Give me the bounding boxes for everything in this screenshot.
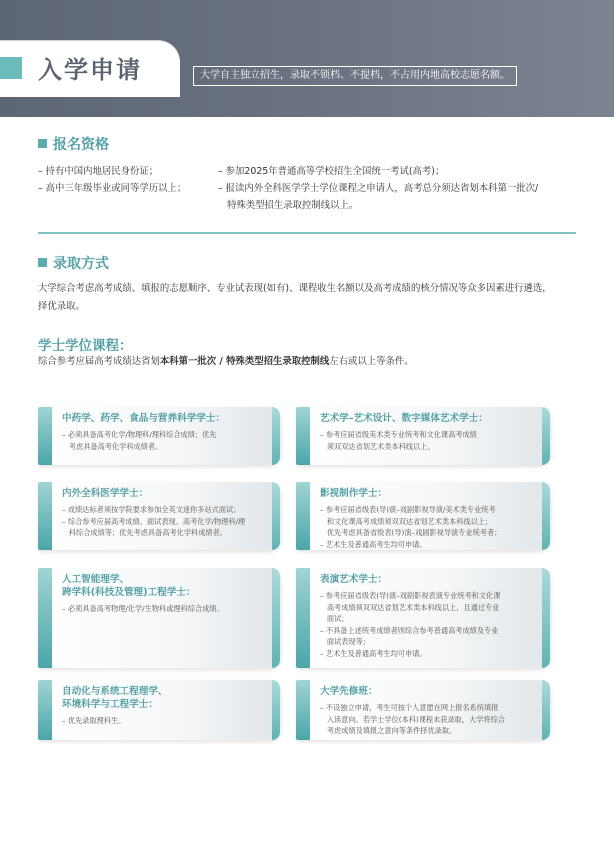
card-body-line: – 参考应届省级美术类专业统考和文化课高考成绩 <box>320 430 477 439</box>
program-card <box>296 568 550 668</box>
square-bullet-icon <box>38 258 47 267</box>
card-title <box>320 412 488 425</box>
card-body-line: 高考成绩须双双达省划艺术类本科线以上，且通过专业 <box>320 602 500 612</box>
card-end-cap <box>542 482 550 550</box>
bachelor-heading: 学士学位课程： <box>38 338 133 354</box>
card-body-line: 优先考虑具备省级表(导)演–戏剧影视导演专业统考者； <box>320 528 502 537</box>
eligibility-item: – 高中三年级毕业或同等学历以上； <box>38 183 187 194</box>
card-body <box>62 603 224 615</box>
card-body-line: – 参考应届省级表(导)演–戏剧影视表演专业统考和文化课 <box>320 591 501 600</box>
card-end-cap <box>542 407 550 465</box>
card-title <box>62 685 168 711</box>
header-tagline: 大学自主独立招生，录取不锁档、不提档，不占用内地高校志愿名额。 <box>193 66 517 86</box>
page-header <box>0 0 614 117</box>
card-body-line: 须双双达省划艺术类本科线以上。 <box>320 441 435 451</box>
title-accent-block <box>0 57 22 79</box>
card-body-line: 考虑成绩及填报之意向等条件择优录取。 <box>320 726 457 735</box>
card-accent-bar <box>38 568 52 668</box>
program-card <box>296 407 550 465</box>
eligibility-item: – 报读内外全科医学学士学位课程之申请人，高考总分须达省划本科第一批次/ <box>218 183 539 194</box>
card-body-line: 考虑具备高考化学科成绩者。 <box>62 441 163 451</box>
card-body-line: 和文化课高考成绩须双双达省划艺术类本科线以上； <box>320 516 493 526</box>
admission-title: 录取方式 <box>53 256 109 272</box>
card-accent-bar <box>38 482 52 550</box>
card-end-cap <box>272 568 280 668</box>
admission-heading <box>38 253 109 273</box>
card-title <box>320 573 387 586</box>
bachelor-desc-post: 左右或以上等条件。 <box>329 356 414 367</box>
section-divider <box>38 232 576 234</box>
card-body-line: 面试表现等； <box>320 637 370 646</box>
card-title <box>62 487 148 500</box>
eligibility-item: – 参加2025年普通高等学校招生全国统一考试(高考)； <box>218 166 445 177</box>
card-accent-bar <box>38 407 52 465</box>
bachelor-description <box>38 353 414 370</box>
card-end-cap <box>272 407 280 465</box>
card-title-line: 中药学、药学、食品与营养科学学士： <box>62 413 226 424</box>
card-body-line: – 不设独立申请，考生可按个人意愿在网上报名系统填报 <box>320 703 499 712</box>
program-card <box>38 407 280 465</box>
card-body-line: 面试； <box>320 614 349 623</box>
eligibility-item: – 持有中国内地居民身份证； <box>38 166 159 177</box>
eligibility-title: 报名资格 <box>53 137 109 153</box>
card-accent-bar <box>296 407 310 465</box>
program-card <box>38 680 280 740</box>
card-title-line: 艺术学–艺术设计、数字媒体艺术学士： <box>320 413 488 424</box>
card-accent-bar <box>296 482 310 550</box>
card-title <box>62 573 196 599</box>
card-accent-bar <box>296 680 310 740</box>
card-title-line: 影视制作学士： <box>320 488 388 499</box>
bachelor-desc-bold: 本科第一批次 / 特殊类型招生录取控制线 <box>159 356 330 367</box>
card-title-line: 内外全科医学学士： <box>62 488 149 499</box>
card-body-line: – 成绩达标者须按学院要求参加全英文迷你多站式面试； <box>62 505 241 514</box>
square-bullet-icon <box>38 139 47 148</box>
card-end-cap <box>542 680 550 740</box>
card-title-line: 大学先修班： <box>320 686 378 697</box>
program-card <box>38 482 280 550</box>
card-body-line: 科综合成绩等；优先考虑具备高考化学科成绩者。 <box>62 528 227 537</box>
card-body-line: – 参考应届省级表(导)演–戏剧影视导演/美术类专业统考 <box>320 505 496 514</box>
card-body <box>320 504 501 550</box>
card-title <box>320 487 387 500</box>
card-body-line: – 综合参考应届高考成绩、面试表现、高考化学/物理科/理 <box>62 516 246 526</box>
card-body <box>320 590 500 659</box>
card-body-line: – 不具备上述统考成绩者则综合参考普通高考成绩及专业 <box>320 625 499 635</box>
eligibility-item: 特殊类型招生录取控制线以上。 <box>227 200 359 211</box>
program-card <box>296 680 550 740</box>
card-body <box>62 715 125 727</box>
card-body-line: – 艺术生及普通高考生均可申请。 <box>320 648 427 658</box>
card-body-line: – 必须具备高考物理/化学/生物科或理科综合成绩。 <box>62 604 224 613</box>
bachelor-desc-pre: 综合参考应届高考成绩达省划 <box>38 356 160 367</box>
card-title-line: 环境科学与工程学士： <box>62 699 158 710</box>
card-title <box>62 412 225 425</box>
admission-text-line: 大学综合考虑高考成绩、填报的志愿顺序、专业试表现(如有)、课程收生名额以及高考成绩的核分情况等众多因素进行遴选， <box>38 283 552 294</box>
card-body <box>320 429 477 452</box>
card-title-line: 自动化与系统工程理学、 <box>62 686 168 697</box>
card-body-line: – 优先录取理科生。 <box>62 716 126 725</box>
card-end-cap <box>542 568 550 668</box>
card-title <box>320 685 378 698</box>
card-end-cap <box>272 482 280 550</box>
program-card <box>38 568 280 668</box>
card-body <box>320 702 505 737</box>
card-accent-bar <box>38 680 52 740</box>
page-title: 入学申请 <box>38 56 142 84</box>
card-body-line: – 艺术生及普通高考生均可申请。 <box>320 539 427 549</box>
admission-text-line: 择优录取。 <box>38 301 85 312</box>
card-end-cap <box>272 680 280 740</box>
card-accent-bar <box>296 568 310 668</box>
card-title-line: 人工智能理学、 <box>62 574 130 585</box>
program-card <box>296 482 550 550</box>
eligibility-heading <box>38 134 109 154</box>
card-body <box>62 429 216 452</box>
card-title-line: 跨学科(科技及管理)工程学士： <box>62 587 196 598</box>
card-body-line: – 必须具备高考化学/物理科/理科综合成绩；优先 <box>62 430 217 439</box>
card-title-line: 表演艺术学士： <box>320 574 388 585</box>
admission-paragraph <box>38 280 578 316</box>
card-body-line: 入读意向。若学士学位(本科)课程未获录取，大学将综合 <box>320 714 505 724</box>
card-body <box>62 504 245 539</box>
